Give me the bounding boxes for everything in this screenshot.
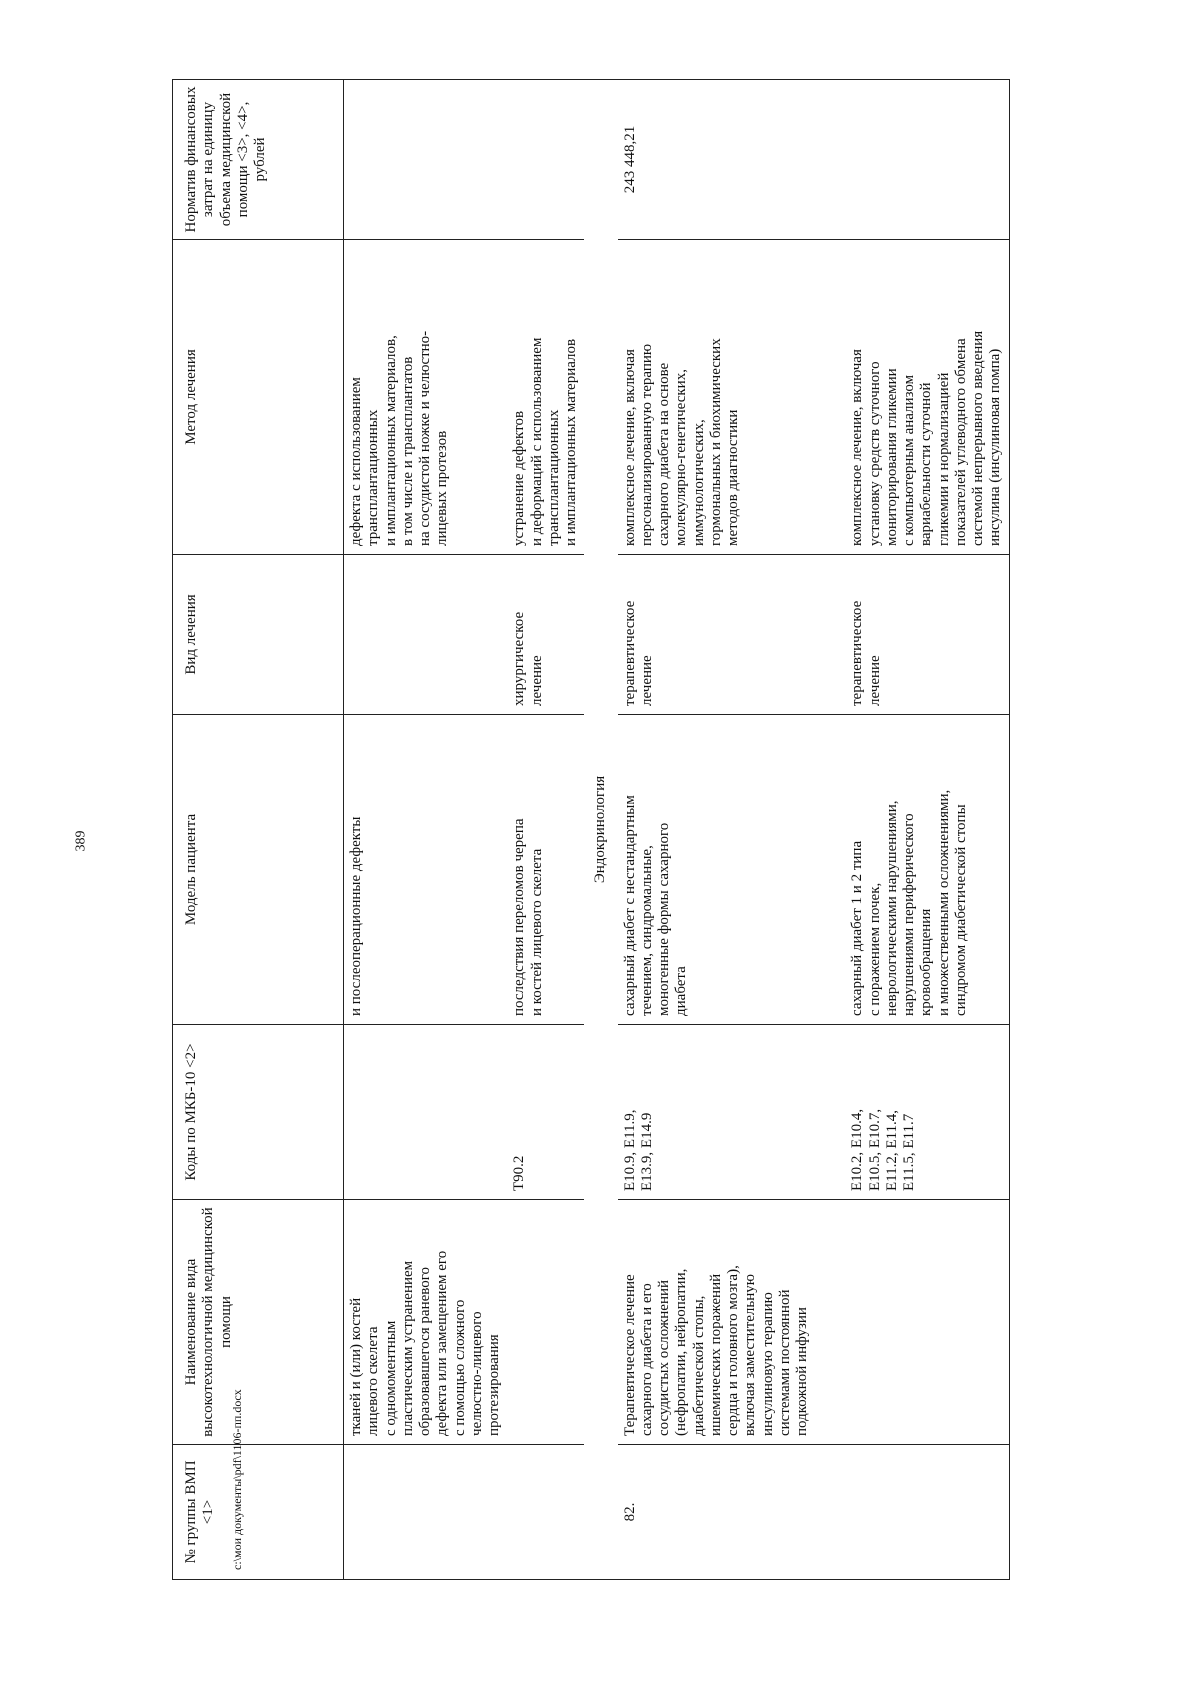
section-title-endocrinology: Эндокринология — [584, 80, 617, 1580]
cell-method: устранение дефектов и деформаций с использованием трансплантационных и имплантационных материалов — [507, 240, 584, 555]
cell-group — [344, 1445, 508, 1580]
cell-vmp-name: тканей и (или) костей лицевого скелета с одномоментным пластическим устранением образовавшегося раневого дефекта или замещением его с помощью сложного челюстно-лицевого протезирования — [344, 1200, 508, 1445]
cell-type: терапевтическое лечение — [845, 555, 1009, 715]
cell-group: 82. — [618, 1445, 816, 1580]
cell-model: и послеоперационные дефекты — [344, 715, 508, 1025]
header-treatment-type: Вид лечения — [173, 555, 344, 715]
table-spacer-row — [815, 80, 845, 1580]
cell-model: сахарный диабет с нестандартным течением, синдромальные, моногенные формы сахарного диабета — [618, 715, 816, 1025]
footer-file-path: c:\мои документы\pdf\1106-пп.docx — [230, 1389, 244, 1570]
cell-vmp-name — [845, 1200, 1009, 1445]
cell-type — [344, 555, 508, 715]
header-group-number: № группы ВМП <1> — [173, 1445, 344, 1580]
cell-method: комплексное лечение, включая персонализированную терапию сахарного диабета на основе молекулярно-генетических, иммунологических, гормональных и биохимических методов диагностики — [618, 240, 816, 555]
header-cost-norm: Норматив финансовых затрат на единицу объема медицинской помощи <3>, <4>, рублей — [173, 80, 344, 240]
section-row — [584, 80, 617, 1580]
cell-codes: T90.2 — [507, 1025, 584, 1200]
cell-cost — [344, 80, 508, 240]
cell-model: последствия переломов черепа и костей лицевого скелета — [507, 715, 584, 1025]
cell-codes: E10.2, E10.4, E10.5, E10.7, E11.2, E11.4, E11.5, E11.7 — [845, 1025, 1009, 1200]
rotated-table-container — [172, 80, 1072, 1580]
cell-model: сахарный диабет 1 и 2 типа с поражением почек, неврологическими нарушениями, нарушениями периферического кровообращения и множественными осложнениями, синдромом диабетической стопы — [845, 715, 1009, 1025]
cell-cost: 243 448,21 — [618, 80, 816, 240]
cell-method: дефекта с использованием трансплантационных и имплантационных материалов, в том числе и трансплантатов на сосудистой ножке и челюстно- лицевых протезов — [344, 240, 508, 555]
header-vmp-name: Наименование вида высокотехнологичной медицинской помощи — [173, 1200, 344, 1445]
cell-cost — [507, 80, 584, 240]
cell-group — [507, 1445, 584, 1580]
cell-type: терапевтическое лечение — [618, 555, 816, 715]
header-patient-model: Модель пациента — [173, 715, 344, 1025]
cell-type: хирургическое лечение — [507, 555, 584, 715]
cell-group — [845, 1445, 1009, 1580]
vmp-table — [172, 79, 1010, 1580]
table-row — [845, 80, 1009, 1580]
table-header-row — [173, 80, 344, 1580]
page-number: 389 — [73, 830, 89, 852]
header-treatment-method: Метод лечения — [173, 240, 344, 555]
cell-method: комплексное лечение, включая установку средств суточного мониторирования гликемии с компьютерным анализом вариабельности суточной гликемии и нормализацией показателей углеводного обмена системой непрерывного введения инсулина (инсулиновая помпа) — [845, 240, 1009, 555]
cell-cost — [845, 80, 1009, 240]
cell-codes — [344, 1025, 508, 1200]
cell-vmp-name: Терапевтическое лечение сахарного диабета и его сосудистых осложнений (нефропатии, нейропатии, диабетической стопы, ишемических поражений сердца и головного мозга), включая заместительную инсулиновую терапию системами постоянной подкожной инфузии — [618, 1200, 816, 1445]
cell-codes: E10.9, E11.9, E13.9, E14.9 — [618, 1025, 816, 1200]
table-row — [618, 80, 816, 1580]
header-icd-codes: Коды по МКБ-10 <2> — [173, 1025, 344, 1200]
table-row — [344, 80, 508, 1580]
cell-vmp-name — [507, 1200, 584, 1445]
table-row — [507, 80, 584, 1580]
